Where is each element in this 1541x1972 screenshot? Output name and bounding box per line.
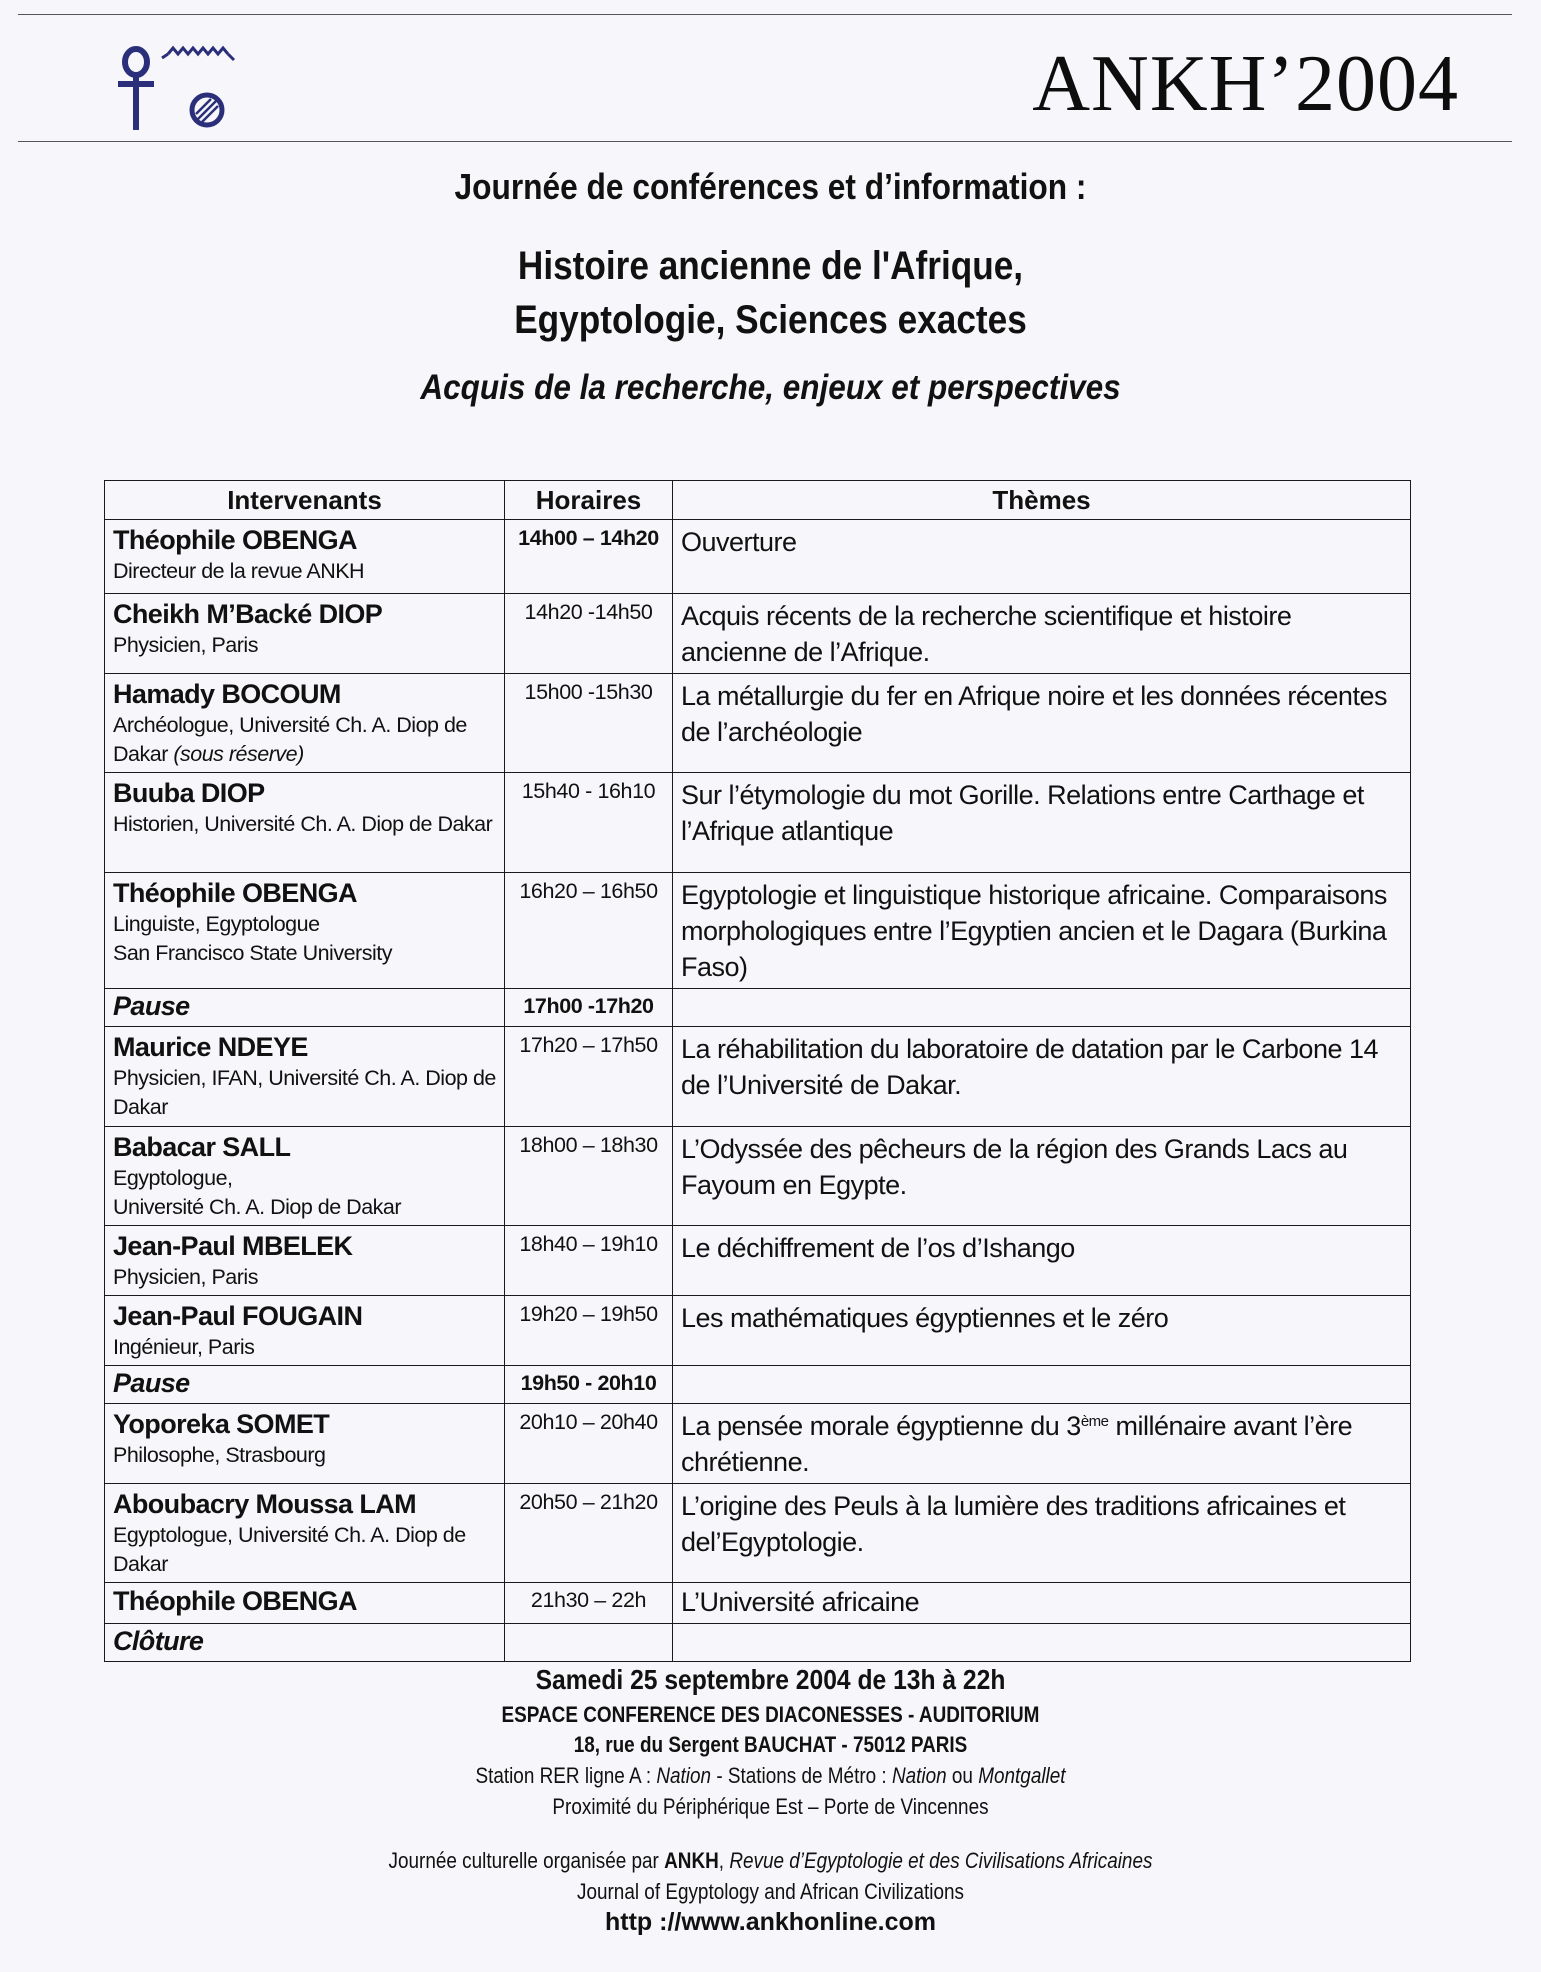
- program-table: [104, 480, 1411, 1662]
- pause-label: Pause: [113, 1368, 190, 1398]
- role-note: (sous réserve): [173, 742, 304, 766]
- proximity-info: Proximité du Périphérique Est – Porte de Vincennes: [552, 1794, 989, 1819]
- theme-text: Les mathématiques égyptiennes et le zéro: [673, 1296, 1411, 1366]
- theme-text: Sur l’étymologie du mot Gorille. Relations entre Carthage et l’Afrique atlantique: [673, 773, 1411, 873]
- time-slot: 15h40 - 16h10: [505, 773, 673, 873]
- subtitle: Acquis de la recherche, enjeux et perspectives: [420, 368, 1121, 407]
- header-themes: Thèmes: [673, 481, 1411, 520]
- journal-english-name: Journal of Egyptology and African Civilizations: [576, 1879, 965, 1904]
- speaker-cell: [105, 1366, 505, 1404]
- table-header-row: [105, 481, 1411, 520]
- speaker-name: Théophile OBENGA: [113, 878, 357, 908]
- speaker-cell: [105, 1583, 505, 1624]
- speaker-cell: [105, 1624, 505, 1662]
- speaker-name: Cheikh M’Backé DIOP: [113, 599, 383, 629]
- theme-text: La métallurgie du fer en Afrique noire et les données récentes de l’archéologie: [673, 674, 1411, 773]
- ankh-hieroglyph-logo-icon: [112, 38, 262, 138]
- header-times: Horaires: [505, 481, 673, 520]
- speaker-role: Ingénieur, Paris: [113, 1335, 255, 1359]
- speaker-name: Jean-Paul MBELEK: [113, 1231, 353, 1261]
- time-slot: 17h20 – 17h50: [505, 1027, 673, 1127]
- theme-text: Ouverture: [673, 520, 1411, 594]
- theme-text: L’Université africaine: [673, 1583, 1411, 1624]
- table-row: [105, 1226, 1411, 1296]
- speaker-role-line-2: San Francisco State University: [113, 941, 392, 965]
- speaker-name: Théophile OBENGA: [113, 525, 357, 555]
- speaker-role-line-1: Egyptologue,: [113, 1166, 233, 1190]
- table-row: [105, 873, 1411, 989]
- theme-text: [673, 989, 1411, 1027]
- event-date: Samedi 25 septembre 2004 de 13h à 22h: [535, 1664, 1006, 1695]
- table-row: [105, 1404, 1411, 1484]
- speaker-cell: [105, 1127, 505, 1226]
- main-title-line-2: Egyptologie, Sciences exactes: [514, 298, 1027, 342]
- table-row: [105, 773, 1411, 873]
- speaker-cell: [105, 1296, 505, 1366]
- table-row-pause: [105, 989, 1411, 1027]
- speaker-name: Hamady BOCOUM: [113, 679, 341, 709]
- event-address: 18, rue du Sergent BAUCHAT - 75012 PARIS: [573, 1732, 968, 1757]
- brand-title: ANKH’2004: [1032, 40, 1459, 128]
- time-slot: 15h00 -15h30: [505, 674, 673, 773]
- superscript-eme: ème: [1080, 1413, 1109, 1430]
- table-row: [105, 1484, 1411, 1583]
- time-slot: 16h20 – 16h50: [505, 873, 673, 989]
- speaker-cell: [105, 674, 505, 773]
- theme-text: La pensée morale égyptienne du 3ème millénaire avant l’ère chrétienne.: [673, 1404, 1411, 1484]
- speaker-role: Physicien, IFAN, Université Ch. A. Diop de Dakar: [113, 1066, 496, 1119]
- header-speakers: Intervenants: [105, 481, 505, 520]
- speaker-cell: [105, 1484, 505, 1583]
- theme-text: Le déchiffrement de l’os d’Ishango: [673, 1226, 1411, 1296]
- speaker-name: Jean-Paul FOUGAIN: [113, 1301, 363, 1331]
- speaker-cell: [105, 594, 505, 674]
- pause-label: Pause: [113, 991, 190, 1021]
- time-slot: 19h20 – 19h50: [505, 1296, 673, 1366]
- time-slot: 18h40 – 19h10: [505, 1226, 673, 1296]
- time-slot: [505, 1624, 673, 1662]
- table-row-closing: [105, 1624, 1411, 1662]
- theme-text: [673, 1624, 1411, 1662]
- table-row: [105, 594, 1411, 674]
- time-slot: 18h00 – 18h30: [505, 1127, 673, 1226]
- speaker-name: Yoporeka SOMET: [113, 1409, 330, 1439]
- time-slot: 20h10 – 20h40: [505, 1404, 673, 1484]
- header-bottom-rule: [18, 141, 1512, 142]
- speaker-role: Physicien, Paris: [113, 633, 258, 657]
- theme-text: L’Odyssée des pêcheurs de la région des Grands Lacs au Fayoum en Egypte.: [673, 1127, 1411, 1226]
- speaker-role-line-2: Université Ch. A. Diop de Dakar: [113, 1195, 402, 1219]
- time-slot: 17h00 -17h20: [505, 989, 673, 1027]
- speaker-role: Egyptologue, Université Ch. A. Diop de Dakar: [113, 1523, 466, 1576]
- table-row: [105, 1296, 1411, 1366]
- speaker-role: Philosophe, Strasbourg: [113, 1443, 326, 1467]
- event-type-heading: Journée de conférences et d’information :: [454, 166, 1087, 207]
- table-row: [105, 520, 1411, 594]
- speaker-cell: [105, 773, 505, 873]
- theme-text: Acquis récents de la recherche scientifique et histoire ancienne de l’Afrique.: [673, 594, 1411, 674]
- table-row: [105, 1127, 1411, 1226]
- closing-label: Clôture: [113, 1626, 204, 1656]
- organizer-info: Journée culturelle organisée par ANKH, Revue d’Egyptologie et des Civilisations Africaines: [388, 1848, 1153, 1873]
- time-slot: 14h20 -14h50: [505, 594, 673, 674]
- transport-info: Station RER ligne A : Nation - Stations de Métro : Nation ou Montgallet: [475, 1763, 1066, 1788]
- top-rule: [18, 14, 1512, 15]
- speaker-name: Aboubacry Moussa LAM: [113, 1489, 417, 1519]
- speaker-cell: [105, 520, 505, 594]
- speaker-cell: [105, 1226, 505, 1296]
- table-row: [105, 1027, 1411, 1127]
- speaker-cell: [105, 989, 505, 1027]
- theme-text: Egyptologie et linguistique historique africaine. Comparaisons morphologiques entre l’Egyptien ancien et le Dagara (Burkina Faso): [673, 873, 1411, 989]
- time-slot: 19h50 - 20h10: [505, 1366, 673, 1404]
- time-slot: 20h50 – 21h20: [505, 1484, 673, 1583]
- event-venue: ESPACE CONFERENCE DES DIACONESSES - AUDITORIUM: [501, 1702, 1040, 1727]
- website-link[interactable]: http ://www.ankhonline.com: [604, 1908, 937, 1936]
- time-slot: 21h30 – 22h: [505, 1583, 673, 1624]
- speaker-role: Historien, Université Ch. A. Diop de Dakar: [113, 812, 493, 836]
- speaker-role-line-1: Linguiste, Egyptologue: [113, 912, 320, 936]
- theme-text: L’origine des Peuls à la lumière des traditions africaines et del’Egyptologie.: [673, 1484, 1411, 1583]
- time-slot: 14h00 – 14h20: [505, 520, 673, 594]
- main-title-line-1: Histoire ancienne de l'Afrique,: [517, 244, 1024, 288]
- theme-text: La réhabilitation du laboratoire de datation par le Carbone 14 de l’Université de Dakar.: [673, 1027, 1411, 1127]
- speaker-role: Physicien, Paris: [113, 1265, 258, 1289]
- speaker-cell: [105, 1027, 505, 1127]
- speaker-name: Buuba DIOP: [113, 778, 265, 808]
- speaker-name: Babacar SALL: [113, 1132, 291, 1162]
- theme-text: [673, 1366, 1411, 1404]
- table-row: [105, 1583, 1411, 1624]
- speaker-name: Théophile OBENGA: [113, 1586, 357, 1616]
- speaker-role: Archéologue, Université Ch. A. Diop de Dakar (sous réserve): [113, 713, 467, 766]
- speaker-cell: [105, 1404, 505, 1484]
- table-row-pause: [105, 1366, 1411, 1404]
- speaker-name: Maurice NDEYE: [113, 1032, 308, 1062]
- speaker-role: Directeur de la revue ANKH: [113, 559, 365, 583]
- table-row: [105, 674, 1411, 773]
- speaker-cell: [105, 873, 505, 989]
